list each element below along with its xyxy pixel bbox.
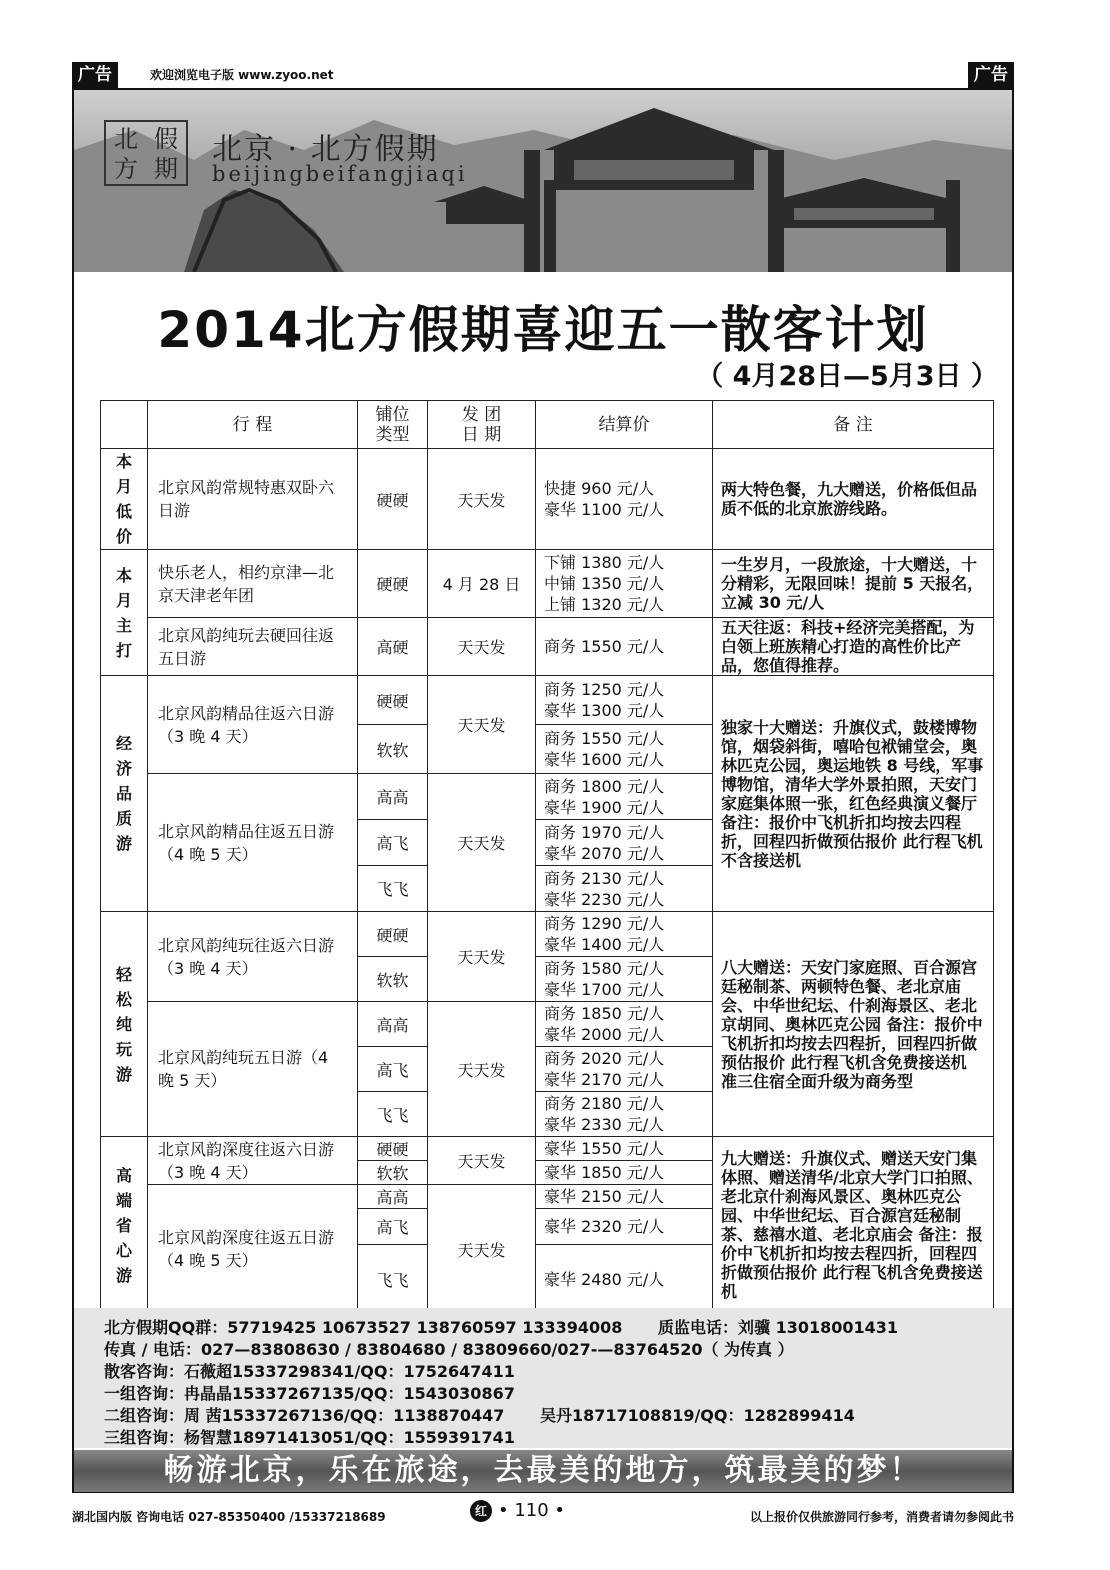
berth-cell: 软软 [358, 725, 428, 774]
price-cell [536, 1047, 713, 1092]
category-char: 济 [115, 759, 132, 778]
table-row [101, 912, 994, 957]
category-char: 心 [115, 1240, 132, 1260]
price-line: 上铺 1320 元/人 [544, 595, 665, 614]
ad-label-left: 广告 [72, 62, 118, 88]
price-cell: 豪华 2320 元/人 [536, 1209, 713, 1245]
category-char: 经 [115, 734, 132, 753]
header-depart-line: 日 期 [461, 424, 502, 445]
page-number: • 110 • [498, 1500, 566, 1521]
note-cell: 五天往返：科技+经济完美搭配，为白领上班族精心打造的高性价比产品，您值得推荐。 [713, 618, 994, 676]
berth-cell: 高高 [358, 1185, 428, 1209]
ad-label-right: 广告 [968, 62, 1014, 88]
price-line: 下铺 1380 元/人 [544, 553, 665, 572]
contact-line: 散客咨询：石薇超15337298341/QQ：1752647411 [104, 1362, 515, 1381]
berth-cell: 高高 [358, 774, 428, 820]
logo-char: 期 [154, 155, 178, 183]
berth-cell: 高高 [358, 1002, 428, 1047]
table-row [101, 676, 994, 725]
category-char: 省 [115, 1215, 132, 1235]
route-cell: 北京风韵纯玩往返六日游（3 晚 4 天） [148, 912, 358, 1002]
price-line: 豪华 1400 元/人 [544, 935, 665, 954]
depart-cell: 天天发 [428, 774, 536, 912]
price-line: 快捷 960 元/人 [544, 479, 655, 498]
price-cell: 豪华 1850 元/人 [536, 1161, 713, 1185]
page-title: 2014北方假期喜迎五一散客计划 [157, 301, 929, 359]
category-char: 打 [115, 640, 132, 660]
brand-pinyin: beijingbeifangjiaqi [212, 162, 468, 186]
price-line: 商务 2020 元/人 [544, 1049, 665, 1068]
price-line: 豪华 2230 元/人 [544, 889, 665, 909]
brand-logo [104, 120, 188, 186]
route-cell: 快乐老人，相约京津—北京天津老年团 [148, 550, 358, 618]
category-char: 游 [115, 1265, 132, 1285]
header-depart-line: 发 团 [461, 404, 502, 425]
berth-cell: 硬硬 [358, 912, 428, 957]
note-cell: 一生岁月，一段旅途，十大赠送，十分精彩，无限回味！提前 5 天报名，立减 30 元/人 [713, 550, 994, 618]
contact-fax-line: 传真 / 电话：027—83808630 / 83804680 / 83809660/027-—83764520（ 为传真 ） [104, 1340, 794, 1359]
note-cell: 九大赠送：升旗仪式、赠送天安门集体照、赠送清华/北京大学门口拍照、老北京什刹海风景区、奥林匹克公园、中华世纪坛、百合源宫廷秘制茶、慈禧水道、老北京庙会 备注：报价中飞机折扣均按去程四折，回程四折做预估报价 此行程飞机含免费接送机 [713, 1137, 994, 1314]
berth-cell: 飞飞 [358, 1092, 428, 1137]
category-char: 高 [115, 1165, 132, 1185]
category-char: 低 [115, 502, 132, 521]
price-line: 豪华 1300 元/人 [544, 701, 665, 720]
route-cell: 北京风韵深度往返六日游（3 晚 4 天） [148, 1137, 358, 1185]
depart-cell: 天天发 [428, 449, 536, 550]
table-row [101, 449, 994, 550]
header-berth [358, 401, 428, 449]
category-char: 端 [115, 1190, 132, 1210]
route-cell: 北京风韵精品往返六日游（3 晚 4 天） [148, 676, 358, 774]
category-char: 游 [115, 834, 132, 853]
price-line: 豪华 1600 元/人 [544, 750, 665, 769]
contact-line [104, 1406, 855, 1426]
category-char: 质 [115, 809, 132, 828]
depart-cell: 4 月 28 日 [428, 550, 536, 618]
category-char: 本 [115, 452, 132, 471]
contact-group2: 二组咨询：周 茜15337267136/QQ：1138870447 [104, 1406, 505, 1425]
table-row [101, 1137, 994, 1161]
note-cell: 八大赠送：天安门家庭照、百合源宫廷秘制茶、两顿特色餐、老北京庙会、中华世纪坛、什刹海景区、老北京胡同、奥林匹克公园 备注：报价中飞机折扣均按去四程折，回程四折做预估报价 此行程飞机含免费接送机 准三住宿全面升级为商务型 [713, 912, 994, 1137]
price-line: 商务 1550 元/人 [544, 729, 665, 748]
price-cell: 商务 1550 元/人 [536, 618, 713, 676]
depart-cell: 天天发 [428, 1002, 536, 1137]
price-line: 商务 1290 元/人 [544, 914, 665, 933]
price-cell [536, 820, 713, 866]
price-cell [536, 725, 713, 774]
slogan-text: 畅游北京，乐在旅途，去最美的地方，筑最美的梦！ [163, 1453, 923, 1488]
tour-plan-table [100, 400, 994, 1314]
route-cell: 北京风韵纯玩五日游（4 晚 5 天） [148, 1002, 358, 1137]
table-row [101, 550, 994, 618]
price-cell [536, 449, 713, 550]
berth-cell: 高硬 [358, 618, 428, 676]
category-char: 游 [115, 1064, 132, 1084]
price-cell: 豪华 1550 元/人 [536, 1137, 713, 1161]
table-header-row [101, 401, 994, 449]
footer-right: 以上报价仅供旅游同行参考，消费者请勿参阅此书 [749, 1510, 1014, 1524]
category-char: 主 [115, 615, 132, 635]
berth-cell: 硬硬 [358, 550, 428, 618]
quality-hotline: 质监电话：刘骥 13018001431 [658, 1318, 899, 1337]
price-line: 商务 2180 元/人 [544, 1094, 665, 1113]
header-cat [101, 401, 148, 449]
price-line: 豪华 1900 元/人 [544, 797, 665, 817]
category-char: 月 [115, 477, 132, 496]
berth-cell: 高飞 [358, 1209, 428, 1245]
depart-cell: 天天发 [428, 1185, 536, 1314]
route-cell: 北京风韵深度往返五日游（4 晚 5 天） [148, 1185, 358, 1314]
berth-cell: 硬硬 [358, 676, 428, 725]
header-berth-line: 铺位 [375, 404, 410, 425]
logo-char: 假 [154, 125, 178, 153]
edition-badge: 红 [470, 1500, 492, 1522]
price-cell: 豪华 2480 元/人 [536, 1245, 713, 1314]
category-main [101, 550, 148, 676]
welcome-text[interactable]: 欢迎浏览电子版 www.zyoo.net [150, 68, 334, 82]
price-line: 商务 1250 元/人 [544, 680, 665, 699]
table-row [101, 618, 994, 676]
category-char: 价 [115, 527, 132, 546]
note-cell: 独家十大赠送：升旗仪式，鼓楼博物馆，烟袋斜街，嘻哈包袱铺堂会，奥林匹克公园，奥运地铁 8 号线，军事博物馆，清华大学外景拍照，天安门家庭集体照一张，红色经典演义餐厅 备注：报价中飞机折扣均按去四程折，回程四折做预估报价 此行程飞机不含接送机 [713, 676, 994, 912]
price-line: 商务 1850 元/人 [544, 1004, 665, 1023]
price-line: 豪华 1700 元/人 [544, 980, 665, 999]
price-cell [536, 774, 713, 820]
price-cell [536, 957, 713, 1002]
brand-name: 北京 · 北方假期 [212, 132, 439, 167]
note-cell: 两大特色餐，九大赠送，价格低但品质不低的北京旅游线路。 [713, 449, 994, 550]
berth-cell: 硬硬 [358, 449, 428, 550]
top-bar [72, 62, 1014, 88]
berth-cell: 软软 [358, 957, 428, 1002]
price-cell [536, 1002, 713, 1047]
category-char: 轻 [115, 964, 132, 984]
price-line: 商务 1800 元/人 [544, 776, 665, 796]
price-cell [536, 676, 713, 725]
category-char: 月 [115, 590, 132, 610]
banner [74, 90, 1012, 272]
category-char: 松 [115, 989, 132, 1009]
berth-cell: 硬硬 [358, 1137, 428, 1161]
contact-group2-alt: 吴丹18717108819/QQ：1282899414 [540, 1406, 855, 1425]
price-line: 豪华 1100 元/人 [544, 500, 665, 519]
header-depart [428, 401, 536, 449]
price-line: 豪华 2070 元/人 [544, 843, 665, 863]
category-char: 品 [115, 784, 132, 803]
footer [72, 1500, 1014, 1528]
date-range: （ 4月28日—5月3日 ） [696, 361, 998, 392]
price-cell [536, 550, 713, 618]
category-low-price [101, 449, 148, 550]
header-price: 结算价 [536, 401, 713, 449]
berth-cell: 软软 [358, 1161, 428, 1185]
header-route: 行 程 [148, 401, 358, 449]
qq-groups: 北方假期QQ群：57719425 10673527 138760597 133394008 [104, 1318, 623, 1337]
header-note: 备 注 [713, 401, 994, 449]
logo-char: 北 [114, 125, 138, 153]
category-relax [101, 912, 148, 1137]
price-line: 商务 2130 元/人 [544, 868, 665, 888]
contact-section [74, 1308, 1012, 1448]
berth-cell: 高飞 [358, 820, 428, 866]
berth-cell: 高飞 [358, 1047, 428, 1092]
price-line: 豪华 2170 元/人 [544, 1070, 665, 1089]
category-char: 本 [115, 565, 132, 585]
price-line: 中铺 1350 元/人 [544, 574, 665, 593]
price-line: 商务 1580 元/人 [544, 959, 665, 978]
price-cell [536, 866, 713, 912]
depart-cell: 天天发 [428, 1137, 536, 1185]
berth-cell: 飞飞 [358, 866, 428, 912]
contact-line: 三组咨询：杨智慧18971413051/QQ：1559391741 [104, 1428, 515, 1447]
price-line: 豪华 2330 元/人 [544, 1115, 665, 1134]
footer-page [470, 1500, 565, 1522]
berth-cell: 飞飞 [358, 1245, 428, 1314]
price-cell [536, 1092, 713, 1137]
category-premium [101, 1137, 148, 1314]
footer-left: 湖北国内版 咨询电话 027-85350400 /15337218689 [72, 1510, 386, 1524]
price-cell: 豪华 2150 元/人 [536, 1185, 713, 1209]
route-cell: 北京风韵纯玩去硬回往返五日游 [148, 618, 358, 676]
depart-cell: 天天发 [428, 912, 536, 1002]
contact-line: 一组咨询：冉晶晶15337267135/QQ：1543030867 [104, 1384, 515, 1403]
category-economy [101, 676, 148, 912]
price-cell [536, 912, 713, 957]
header-berth-line: 类型 [375, 424, 410, 445]
route-cell: 北京风韵常规特惠双卧六日游 [148, 449, 358, 550]
category-char: 纯 [115, 1014, 132, 1034]
contact-qq-line [104, 1318, 898, 1338]
logo-char: 方 [114, 155, 138, 183]
price-line: 豪华 2000 元/人 [544, 1025, 665, 1044]
route-cell: 北京风韵精品往返五日游（4 晚 5 天） [148, 774, 358, 912]
depart-cell: 天天发 [428, 676, 536, 774]
price-line: 商务 1970 元/人 [544, 822, 665, 842]
category-char: 玩 [115, 1039, 132, 1059]
depart-cell: 天天发 [428, 618, 536, 676]
